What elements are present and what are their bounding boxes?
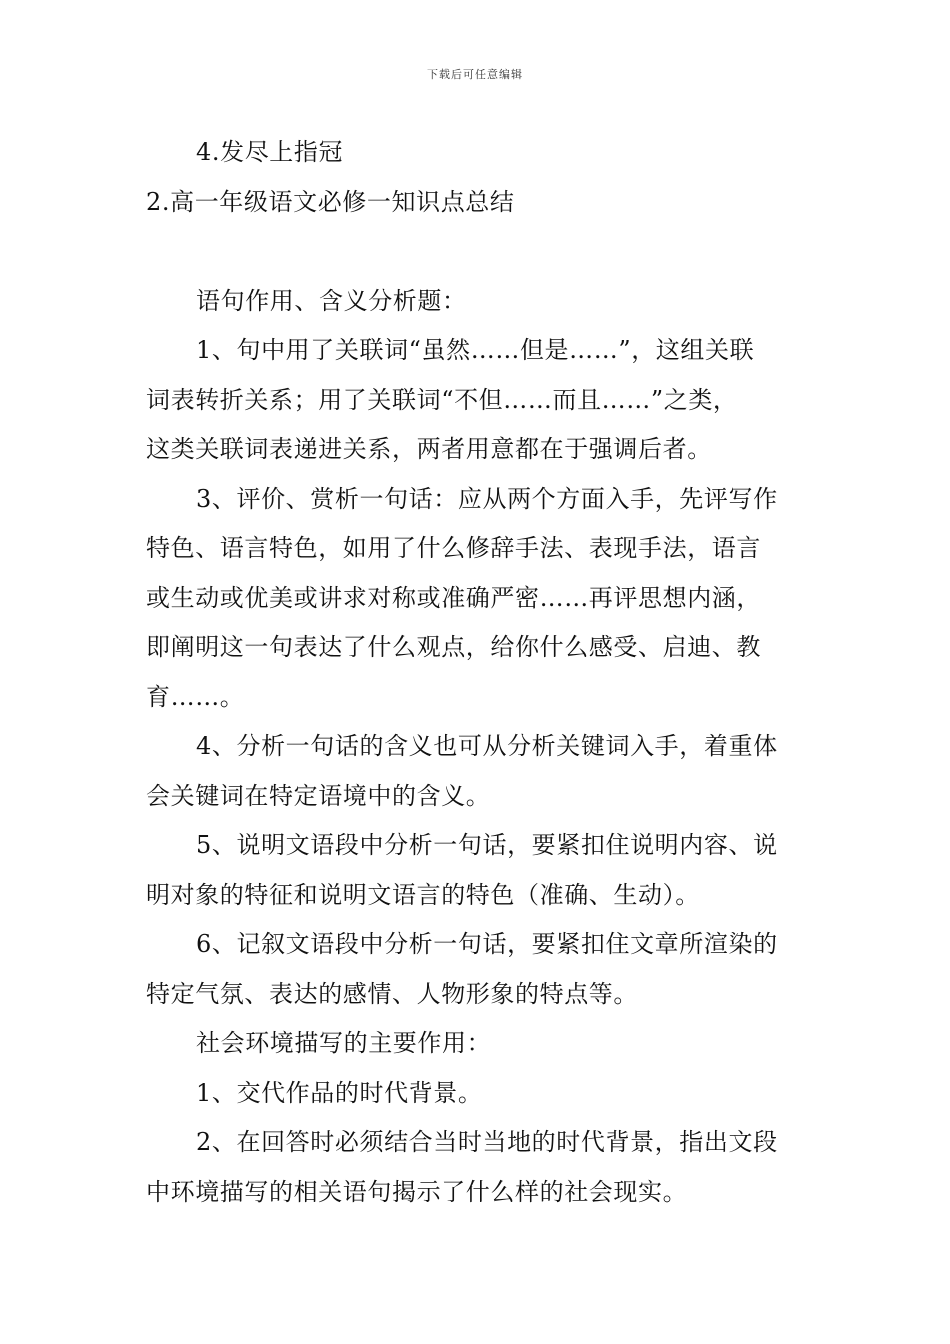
subheading: 语句作用、含义分析题： <box>196 286 467 315</box>
document-body <box>146 128 810 1217</box>
text-line: 3、评价、赏析一句话：应从两个方面入手，先评写作 <box>196 484 778 513</box>
text-line: 会关键词在特定语境中的含义。 <box>146 781 491 810</box>
text-line: 4、分析一句话的含义也可从分析关键词入手，着重体 <box>196 732 778 760</box>
text-line: 词表转折关系；用了关联词“不但……而且……”之类， <box>146 385 738 414</box>
subheading: 社会环境描写的主要作用： <box>196 1029 492 1057</box>
text-line: 育……。 <box>146 682 245 711</box>
page-header: 下载后可任意编辑 <box>427 68 523 81</box>
text-line: 或生动或优美或讲求对称或准确严密……再评思想内涵， <box>146 583 761 612</box>
text-line: 6、记叙文语段中分析一句话，要紧扣住文章所渲染的 <box>196 930 778 958</box>
text-line: 1、句中用了关联词“虽然……但是……”，这组关联 <box>196 336 755 364</box>
section-title: 2.高一年级语文必修一知识点总结 <box>146 187 515 216</box>
blank-line <box>146 227 810 277</box>
text-line: 2、在回答时必须结合当时当地的时代背景，指出文段 <box>196 1128 778 1156</box>
text-line: 1、交代作品的时代背景。 <box>196 1078 483 1107</box>
text-line: 中环境描写的相关语句揭示了什么样的社会现实。 <box>146 1177 688 1206</box>
text-line: 明对象的特征和说明文语言的特色（准确、生动）。 <box>146 880 700 909</box>
text-line: 4.发尽上指冠 <box>196 138 344 166</box>
text-line: 特定气氛、表达的感情、人物形象的特点等。 <box>146 979 638 1008</box>
text-line: 即阐明这一句表达了什么观点，给你什么感受、启迪、教 <box>146 633 761 661</box>
text-line: 5、说明文语段中分析一句话，要紧扣住说明内容、说 <box>196 831 778 859</box>
text-line: 特色、语言特色，如用了什么修辞手法、表现手法，语言 <box>146 534 761 562</box>
text-line: 这类关联词表递进关系，两者用意都在于强调后者。 <box>146 435 712 463</box>
